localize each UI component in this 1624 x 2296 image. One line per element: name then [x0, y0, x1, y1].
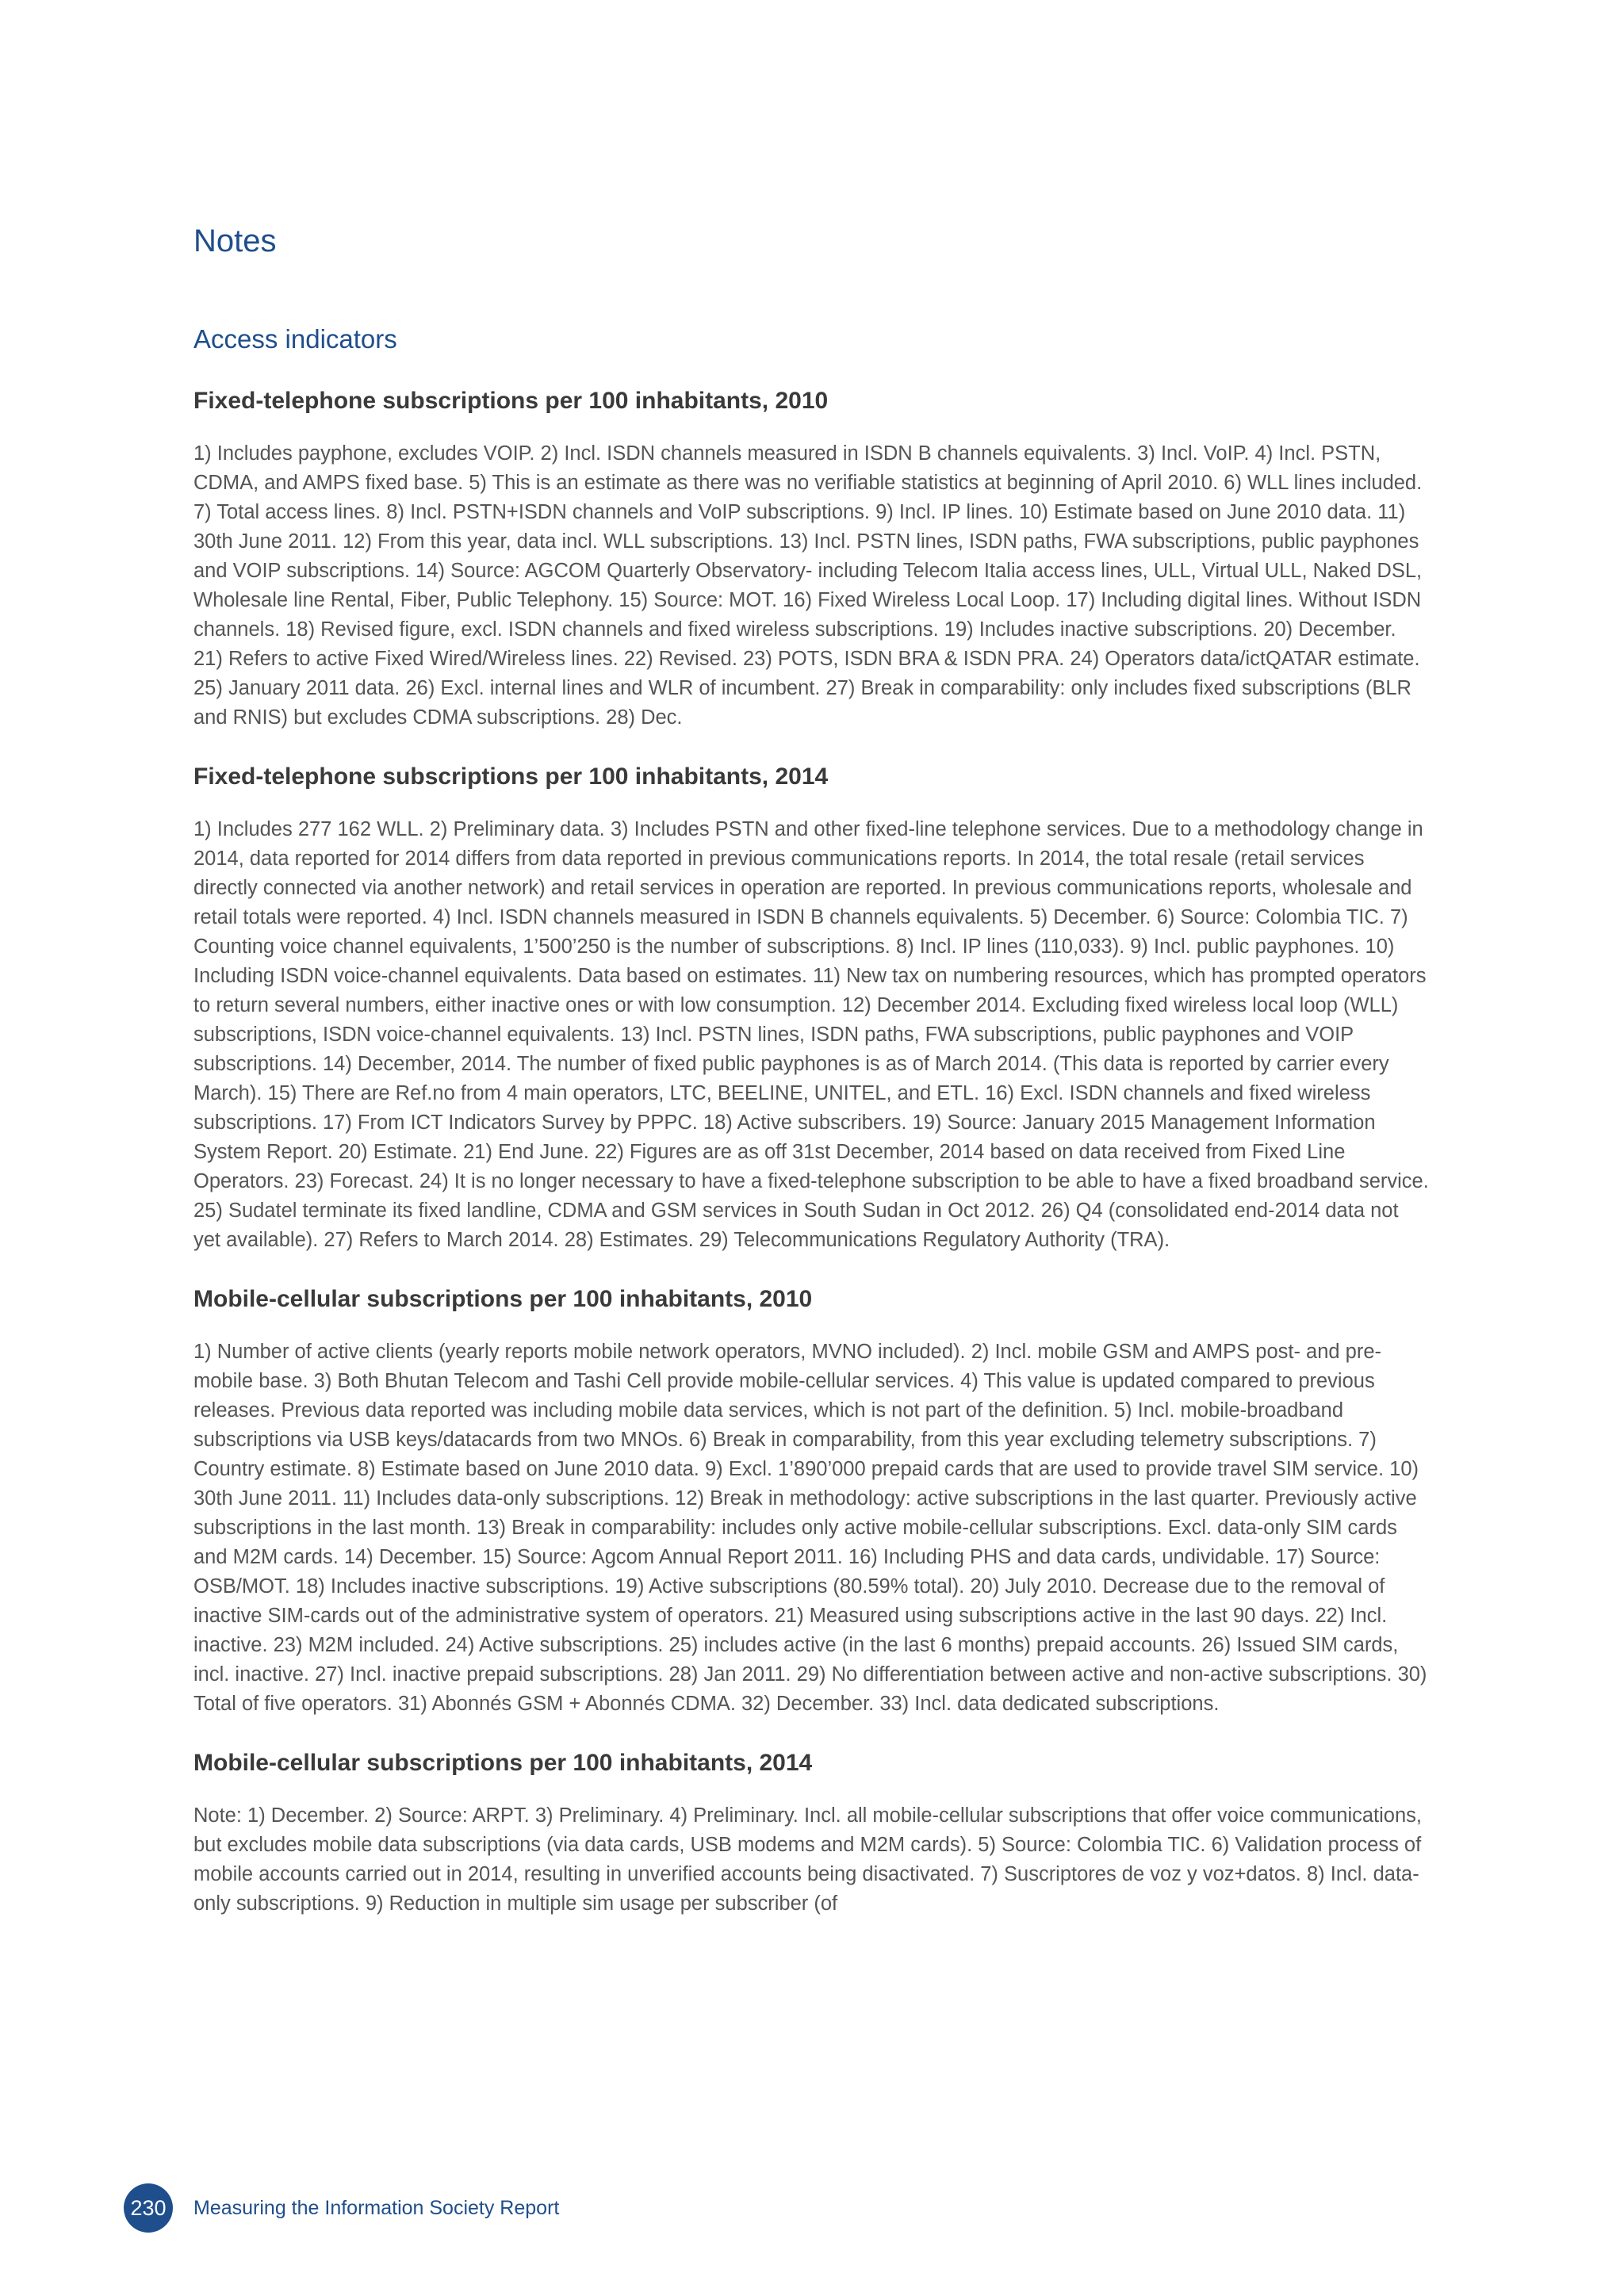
block-body: 1) Includes 277 162 WLL. 2) Preliminary data. 3) Includes PSTN and other fixed-line telephone services. Due to a methodology change in 2014, data reported for 2014 differs from data reported in previous communications reports. In 2014, the total resale (retail services directly connected via another network) and retail services in operation are reported. In previous communications reports, wholesale and retail totals were reported. 4) Incl. ISDN channels measured in ISDN B channels equivalents. 5) December. 6) Source: Colombia TIC. 7) Counting voice channel equivalents, 1’500’250 is the number of subscriptions. 8) Incl. IP lines (110,033). 9) Incl. public payphones. 10) Including ISDN voice-channel equivalents. Data based on estimates. 11) New tax on numbering resources, which has prompted operators to return several numbers, either inactive ones or with low consumption. 12) December 2014. Excluding fixed wireless local loop (WLL) subscriptions, ISDN voice-channel equivalents. 13) Incl. PSTN lines, ISDN paths, FWA subscriptions, public payphones and VOIP subscriptions. 14) December, 2014. The number of fixed public payphones is as of March 2014. (This data is reported by carrier every March). 15) There are Ref.no from 4 main operators, LTC, BEELINE, UNITEL, and ETL. 16) Excl. ISDN channels and fixed wireless subscriptions. 17) From ICT Indicators Survey by PPPC. 18) Active subscribers. 19) Source: January 2015 Management Information System Report. 20) Estimate. 21) End June. 22) Figures are as off 31st December, 2014 based on data received from Fixed Line Operators. 23) Forecast. 24) It is no longer necessary to have a fixed-telephone subscription to be able to have a fixed broadband service. 25) Sudatel terminate its fixed landline, CDMA and GSM services in South Sudan in Oct 2012. 26) Q4 (consolidated end-2014 data not yet available). 27) Refers to March 2014. 28) Estimates. 29) Telecommunications Regulatory Authority (TRA).	[193, 817, 1429, 1251]
notes-block-fixed-2010	[193, 387, 1431, 733]
page-number-badge: 230	[124, 2183, 173, 2233]
section-title: Access indicators	[193, 324, 397, 354]
block-heading: Mobile-cellular subscriptions per 100 inhabitants, 2010	[193, 1285, 813, 1312]
block-body: Note: 1) December. 2) Source: ARPT. 3) Preliminary. 4) Preliminary. Incl. all mobile-cellular subscriptions that offer voice communications, but excludes mobile data subscriptions (via data cards, USB modems and M2M cards). 5) Source: Colombia TIC. 6) Validation process of mobile accounts carried out in 2014, resulting in unverified accounts being disactivated. 7) Suscriptores de voz y voz+datos. 8) Incl. data-only subscriptions. 9) Reduction in multiple sim usage per subscriber (of	[193, 1804, 1423, 1915]
notes-block-mobile-2010	[193, 1285, 1431, 1719]
page-content	[193, 222, 1431, 1949]
block-body: 1) Number of active clients (yearly reports mobile network operators, MVNO included). 2) Incl. mobile GSM and AMPS post- and pre- mobile base. 3) Both Bhutan Telecom and Tashi Cell provide mobile-cellular services. 4) This value is updated compared to previous releases. Previous data reported was including mobile data services, which is not part of the definition. 5) Incl. mobile-broadband subscriptions via USB keys/datacards from two MNOs. 6) Break in comparability, from this year excluding telemetry subscriptions. 7) Country estimate. 8) Estimate based on June 2010 data. 9) Excl. 1’890’000 prepaid cards that are used to provide travel SIM service. 10) 30th June 2011. 11) Includes data-only subscriptions. 12) Break in methodology: active subscriptions in the last quarter. Previously active subscriptions in the last month. 13) Break in comparability: includes only active mobile-cellular subscriptions. Excl. data-only SIM cards and M2M cards. 14) December. 15) Source: Agcom Annual Report 2011. 16) Including PHS and data cards, undividable. 17) Source: OSB/MOT. 18) Includes inactive subscriptions. 19) Active subscriptions (80.59% total). 20) July 2010. Decrease due to the removal of inactive SIM-cards out of the administrative system of operators. 21) Measured using subscriptions active in the last 90 days. 22) Incl. inactive. 23) M2M included. 24) Active subscriptions. 25) includes active (in the last 6 months) prepaid accounts. 26) Issued SIM cards, incl. inactive. 27) Incl. inactive prepaid subscriptions. 28) Jan 2011. 29) No differentiation between active and non-active subscriptions. 30) Total of five operators. 31) Abonnés GSM + Abonnés CDMA. 32) December. 33) Incl. data dedicated subscriptions.	[193, 1340, 1427, 1715]
block-heading: Mobile-cellular subscriptions per 100 inhabitants, 2014	[193, 1749, 813, 1776]
block-heading: Fixed-telephone subscriptions per 100 inhabitants, 2014	[193, 763, 829, 790]
notes-block-mobile-2014	[193, 1749, 1431, 1919]
report-title: Measuring the Information Society Report	[193, 2196, 560, 2219]
page-footer	[124, 2183, 559, 2233]
page-title: Notes	[193, 224, 277, 258]
notes-block-fixed-2014	[193, 763, 1431, 1255]
block-body: 1) Includes payphone, excludes VOIP. 2) Incl. ISDN channels measured in ISDN B channels equivalents. 3) Incl. VoIP. 4) Incl. PSTN, CDMA, and AMPS fixed base. 5) This is an estimate as there was no verifiable statistics at beginning of April 2010. 6) WLL lines included. 7) Total access lines. 8) Incl. PSTN+ISDN channels and VoIP subscriptions. 9) Incl. IP lines. 10) Estimate based on June 2010 data. 11) 30th June 2011. 12) From this year, data incl. WLL subscriptions. 13) Incl. PSTN lines, ISDN paths, FWA subscriptions, public payphones and VOIP subscriptions. 14) Source: AGCOM Quarterly Observatory- including Telecom Italia access lines, ULL, Virtual ULL, Naked DSL, Wholesale line Rental, Fiber, Public Telephony. 15) Source: MOT. 16) Fixed Wireless Local Loop. 17) Including digital lines. Without ISDN channels. 18) Revised figure, excl. ISDN channels and fixed wireless subscriptions. 19) Includes inactive subscriptions. 20) December. 21) Refers to active Fixed Wired/Wireless lines. 22) Revised. 23) POTS, ISDN BRA & ISDN PRA. 24) Operators data/ictQATAR estimate. 25) January 2011 data. 26) Excl. internal lines and WLR of incumbent. 27) Break in comparability: only includes fixed subscriptions (BLR and RNIS) but excludes CDMA subscriptions. 28) Dec.	[193, 442, 1423, 729]
block-heading: Fixed-telephone subscriptions per 100 inhabitants, 2010	[193, 387, 829, 414]
